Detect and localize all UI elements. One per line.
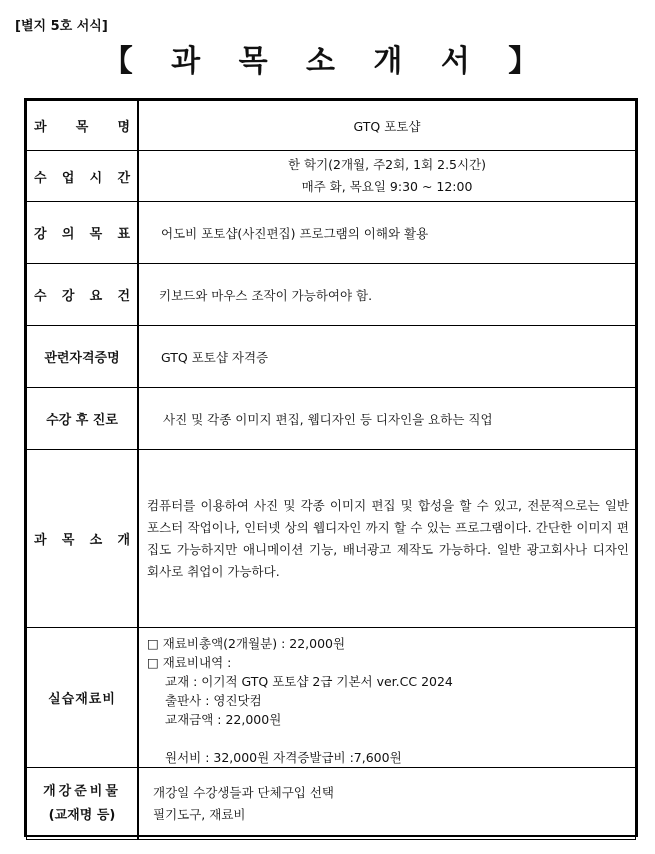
blank-line [147, 729, 635, 748]
value-course-intro: 컴퓨터를 이용하여 사진 및 각종 이미지 편집 및 합성을 할 수 있고, 전문적으로는 일반 포스터 작업이나, 인터넷 상의 웹디자인 까지 할 수 있는 프로그램이다. 간단한 이미지 편집도 가능하지만 애니메이션 기능, 배너광고 제작도 가능하다. 일반 광고회사나 디자인 회사로 취업이 가능하다. [138, 450, 636, 628]
table-row-lecture-goal [27, 202, 636, 264]
value-requirements: 키보드와 마우스 조작이 가능하여야 함. [138, 264, 636, 326]
table-row-material-cost [27, 628, 636, 768]
value-course-name: GTQ 포토샵 [138, 101, 636, 151]
table-row-course-name [27, 101, 636, 151]
table-row-requirements [27, 264, 636, 326]
textbook-name: 교재 : 이기적 GTQ 포토샵 2급 기본서 ver.CC 2024 [165, 674, 453, 689]
publisher: 출판사 : 영진닷컴 [165, 693, 262, 708]
table-row-class-time [27, 151, 636, 202]
label-course-name: 과 목 명 [27, 101, 139, 151]
table-row-course-intro [27, 450, 636, 628]
course-intro-table [24, 98, 638, 837]
table-row-preparation [27, 768, 636, 840]
label-certificate: 관련자격증명 [27, 326, 139, 388]
material-breakdown: □ 재료비내역 : [147, 655, 232, 670]
label-preparation: 개강준비물 (교재명 등) [27, 768, 139, 840]
label-requirements: 수 강 요 건 [27, 264, 139, 326]
value-career: 사진 및 각종 이미지 편집, 웹디자인 등 디자인을 요하는 직업 [138, 388, 636, 450]
value-material-cost [138, 628, 636, 768]
label-career: 수강 후 진로 [27, 388, 139, 450]
table-row-certificate [27, 326, 636, 388]
form-number: [별지 5호 서식] [15, 19, 108, 34]
label-class-time: 수 업 시 간 [27, 151, 139, 202]
value-certificate: GTQ 포토샵 자격증 [138, 326, 636, 388]
document-title: 【 과 목 소 개 서 】 [102, 44, 553, 79]
table-row-career [27, 388, 636, 450]
label-course-intro: 과 목 소 개 [27, 450, 139, 628]
material-total: □ 재료비총액(2개월분) : 22,000원 [147, 636, 346, 651]
label-lecture-goal: 강 의 목 표 [27, 202, 139, 264]
value-preparation: 개강일 수강생들과 단체구입 선택 필기도구, 재료비 [138, 768, 636, 840]
value-lecture-goal: 어도비 포토샵(사진편집) 프로그램의 이해와 활용 [138, 202, 636, 264]
value-class-time: 한 학기(2개월, 주2회, 1회 2.5시간) 매주 화, 목요일 9:30 ~ 12:00 [138, 151, 636, 202]
textbook-price: 교재금액 : 22,000원 [165, 712, 282, 727]
application-fee: 원서비 : 32,000원 자격증발급비 :7,600원 [165, 750, 402, 765]
label-material-cost: 실습재료비 [27, 628, 139, 768]
